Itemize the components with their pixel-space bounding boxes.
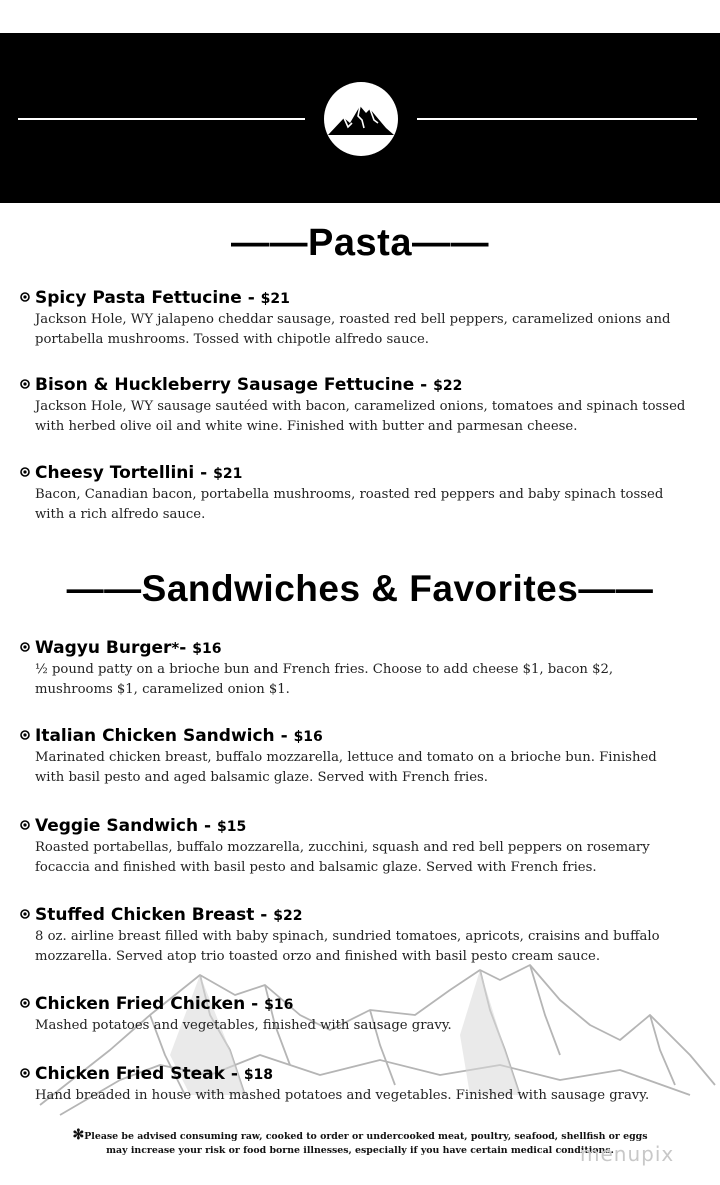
- item-description-line: Mashed potatoes and vegetables, finished with sausage gravy.: [35, 1018, 452, 1033]
- item-price: $22: [273, 908, 303, 924]
- menu-item: [20, 374, 710, 437]
- item-description: [35, 838, 710, 878]
- menu-item: [20, 462, 710, 525]
- bullet-icon: [20, 642, 30, 652]
- item-price: $22: [433, 378, 463, 394]
- item-description-line: Jackson Hole, WY jalapeno cheddar sausage, roasted red bell peppers, caramelized onions and: [35, 312, 671, 327]
- menu-item: [20, 287, 710, 350]
- menu-item: [20, 1063, 710, 1106]
- item-description: [35, 397, 710, 437]
- item-description-line: mozzarella. Served atop trio toasted orzo and finished with basil pesto cream sauce.: [35, 949, 601, 964]
- asterisk-icon: ✻: [72, 1127, 85, 1143]
- item-description: [35, 485, 710, 525]
- item-name: Chicken Fried Chicken -: [35, 994, 259, 1014]
- title-dash-left: ——: [66, 568, 142, 609]
- item-description-line: ½ pound patty on a brioche bun and French fries. Choose to add cheese $1, bacon $2,: [35, 662, 614, 677]
- menu-item: [20, 637, 710, 700]
- title-dash-right: ——: [578, 568, 654, 609]
- item-name: Wagyu Burger: [35, 638, 172, 658]
- section-title-text: Pasta: [308, 222, 412, 264]
- title-dash-left: ——: [231, 222, 309, 264]
- bullet-icon: [20, 379, 30, 389]
- item-name: Veggie Sandwich -: [35, 816, 212, 836]
- bullet-icon: [20, 292, 30, 302]
- item-name: Stuffed Chicken Breast -: [35, 905, 268, 925]
- bullet-icon: [20, 730, 30, 740]
- menu-header-banner: [0, 33, 720, 203]
- menu-item: [20, 815, 710, 878]
- bullet-icon: [20, 998, 30, 1008]
- top-margin: [0, 0, 720, 33]
- title-dash-right: ——: [411, 222, 489, 264]
- mountain-logo-icon: [324, 82, 398, 156]
- header-divider-right: [417, 118, 697, 120]
- item-price: $16: [264, 997, 294, 1013]
- item-description-line: mushrooms $1, caramelized onion $1.: [35, 682, 290, 697]
- item-description-line: with basil pesto and aged balsamic glaze. Served with French fries.: [35, 770, 488, 785]
- bullet-icon: [20, 820, 30, 830]
- menu-item: [20, 993, 710, 1036]
- item-description-line: Marinated chicken breast, buffalo mozzarella, lettuce and tomato on a brioche bun. Finished: [35, 750, 657, 765]
- item-description-line: Jackson Hole, WY sausage sautéed with bacon, caramelized onions, tomatoes and spinach tossed: [35, 399, 686, 414]
- item-description: [35, 1086, 710, 1106]
- raw-warning-asterisk: *: [171, 639, 180, 657]
- disclaimer-line: may increase your risk or food borne illnesses, especially if you have certain medical conditions.: [106, 1145, 614, 1156]
- item-description-line: 8 oz. airline breast filled with baby spinach, sundried tomatoes, apricots, craisins and buffalo: [35, 929, 660, 944]
- item-price: $15: [216, 819, 247, 835]
- item-price: $18: [243, 1067, 274, 1083]
- item-price: $21: [213, 466, 243, 482]
- menu-item: [20, 904, 710, 967]
- item-description-line: focaccia and finished with basil pesto and balsamic glaze. Served with French fries.: [35, 860, 597, 875]
- item-name: Spicy Pasta Fettucine -: [35, 288, 255, 308]
- section-title-sandwiches: [0, 568, 720, 610]
- bullet-icon: [20, 1068, 30, 1078]
- section-title-text: Sandwiches & Favorites: [141, 568, 579, 609]
- item-dash: -: [179, 638, 187, 658]
- item-name: Cheesy Tortellini -: [35, 463, 208, 483]
- item-description: [35, 748, 710, 788]
- item-price: $16: [192, 641, 222, 657]
- header-divider-left: [18, 118, 305, 120]
- bullet-icon: [20, 467, 30, 477]
- menupix-watermark: menupix: [580, 1142, 675, 1166]
- item-name: Italian Chicken Sandwich -: [35, 726, 288, 746]
- section-title-pasta: [0, 222, 720, 265]
- item-name: Chicken Fried Steak -: [35, 1064, 238, 1084]
- item-description: [35, 310, 710, 350]
- item-description-line: with a rich alfredo sauce.: [35, 507, 206, 522]
- menu-item: [20, 725, 710, 788]
- item-description-line: with herbed olive oil and white wine. Finished with butter and parmesan cheese.: [35, 419, 578, 434]
- item-description-line: Hand breaded in house with mashed potatoes and vegetables. Finished with sausage gravy.: [35, 1088, 650, 1103]
- item-name: Bison & Huckleberry Sausage Fettucine -: [35, 375, 428, 395]
- disclaimer-line: Please be advised consuming raw, cooked to order or undercooked meat, poultry, seafood, shellfish or eggs: [84, 1131, 648, 1142]
- item-description: [35, 927, 710, 967]
- mountain-sketch-illustration: [0, 955, 720, 1155]
- bullet-icon: [20, 909, 30, 919]
- item-description: [35, 660, 710, 700]
- item-price: $16: [293, 729, 323, 745]
- item-price: $21: [260, 291, 290, 307]
- item-description: [35, 1016, 710, 1036]
- item-description-line: Bacon, Canadian bacon, portabella mushrooms, roasted red peppers and baby spinach tossed: [35, 487, 664, 502]
- item-description-line: portabella mushrooms. Tossed with chipotle alfredo sauce.: [35, 332, 429, 347]
- food-safety-disclaimer: [60, 1128, 660, 1158]
- item-description-line: Roasted portabellas, buffalo mozzarella, zucchini, squash and red bell peppers on rosemary: [35, 840, 650, 855]
